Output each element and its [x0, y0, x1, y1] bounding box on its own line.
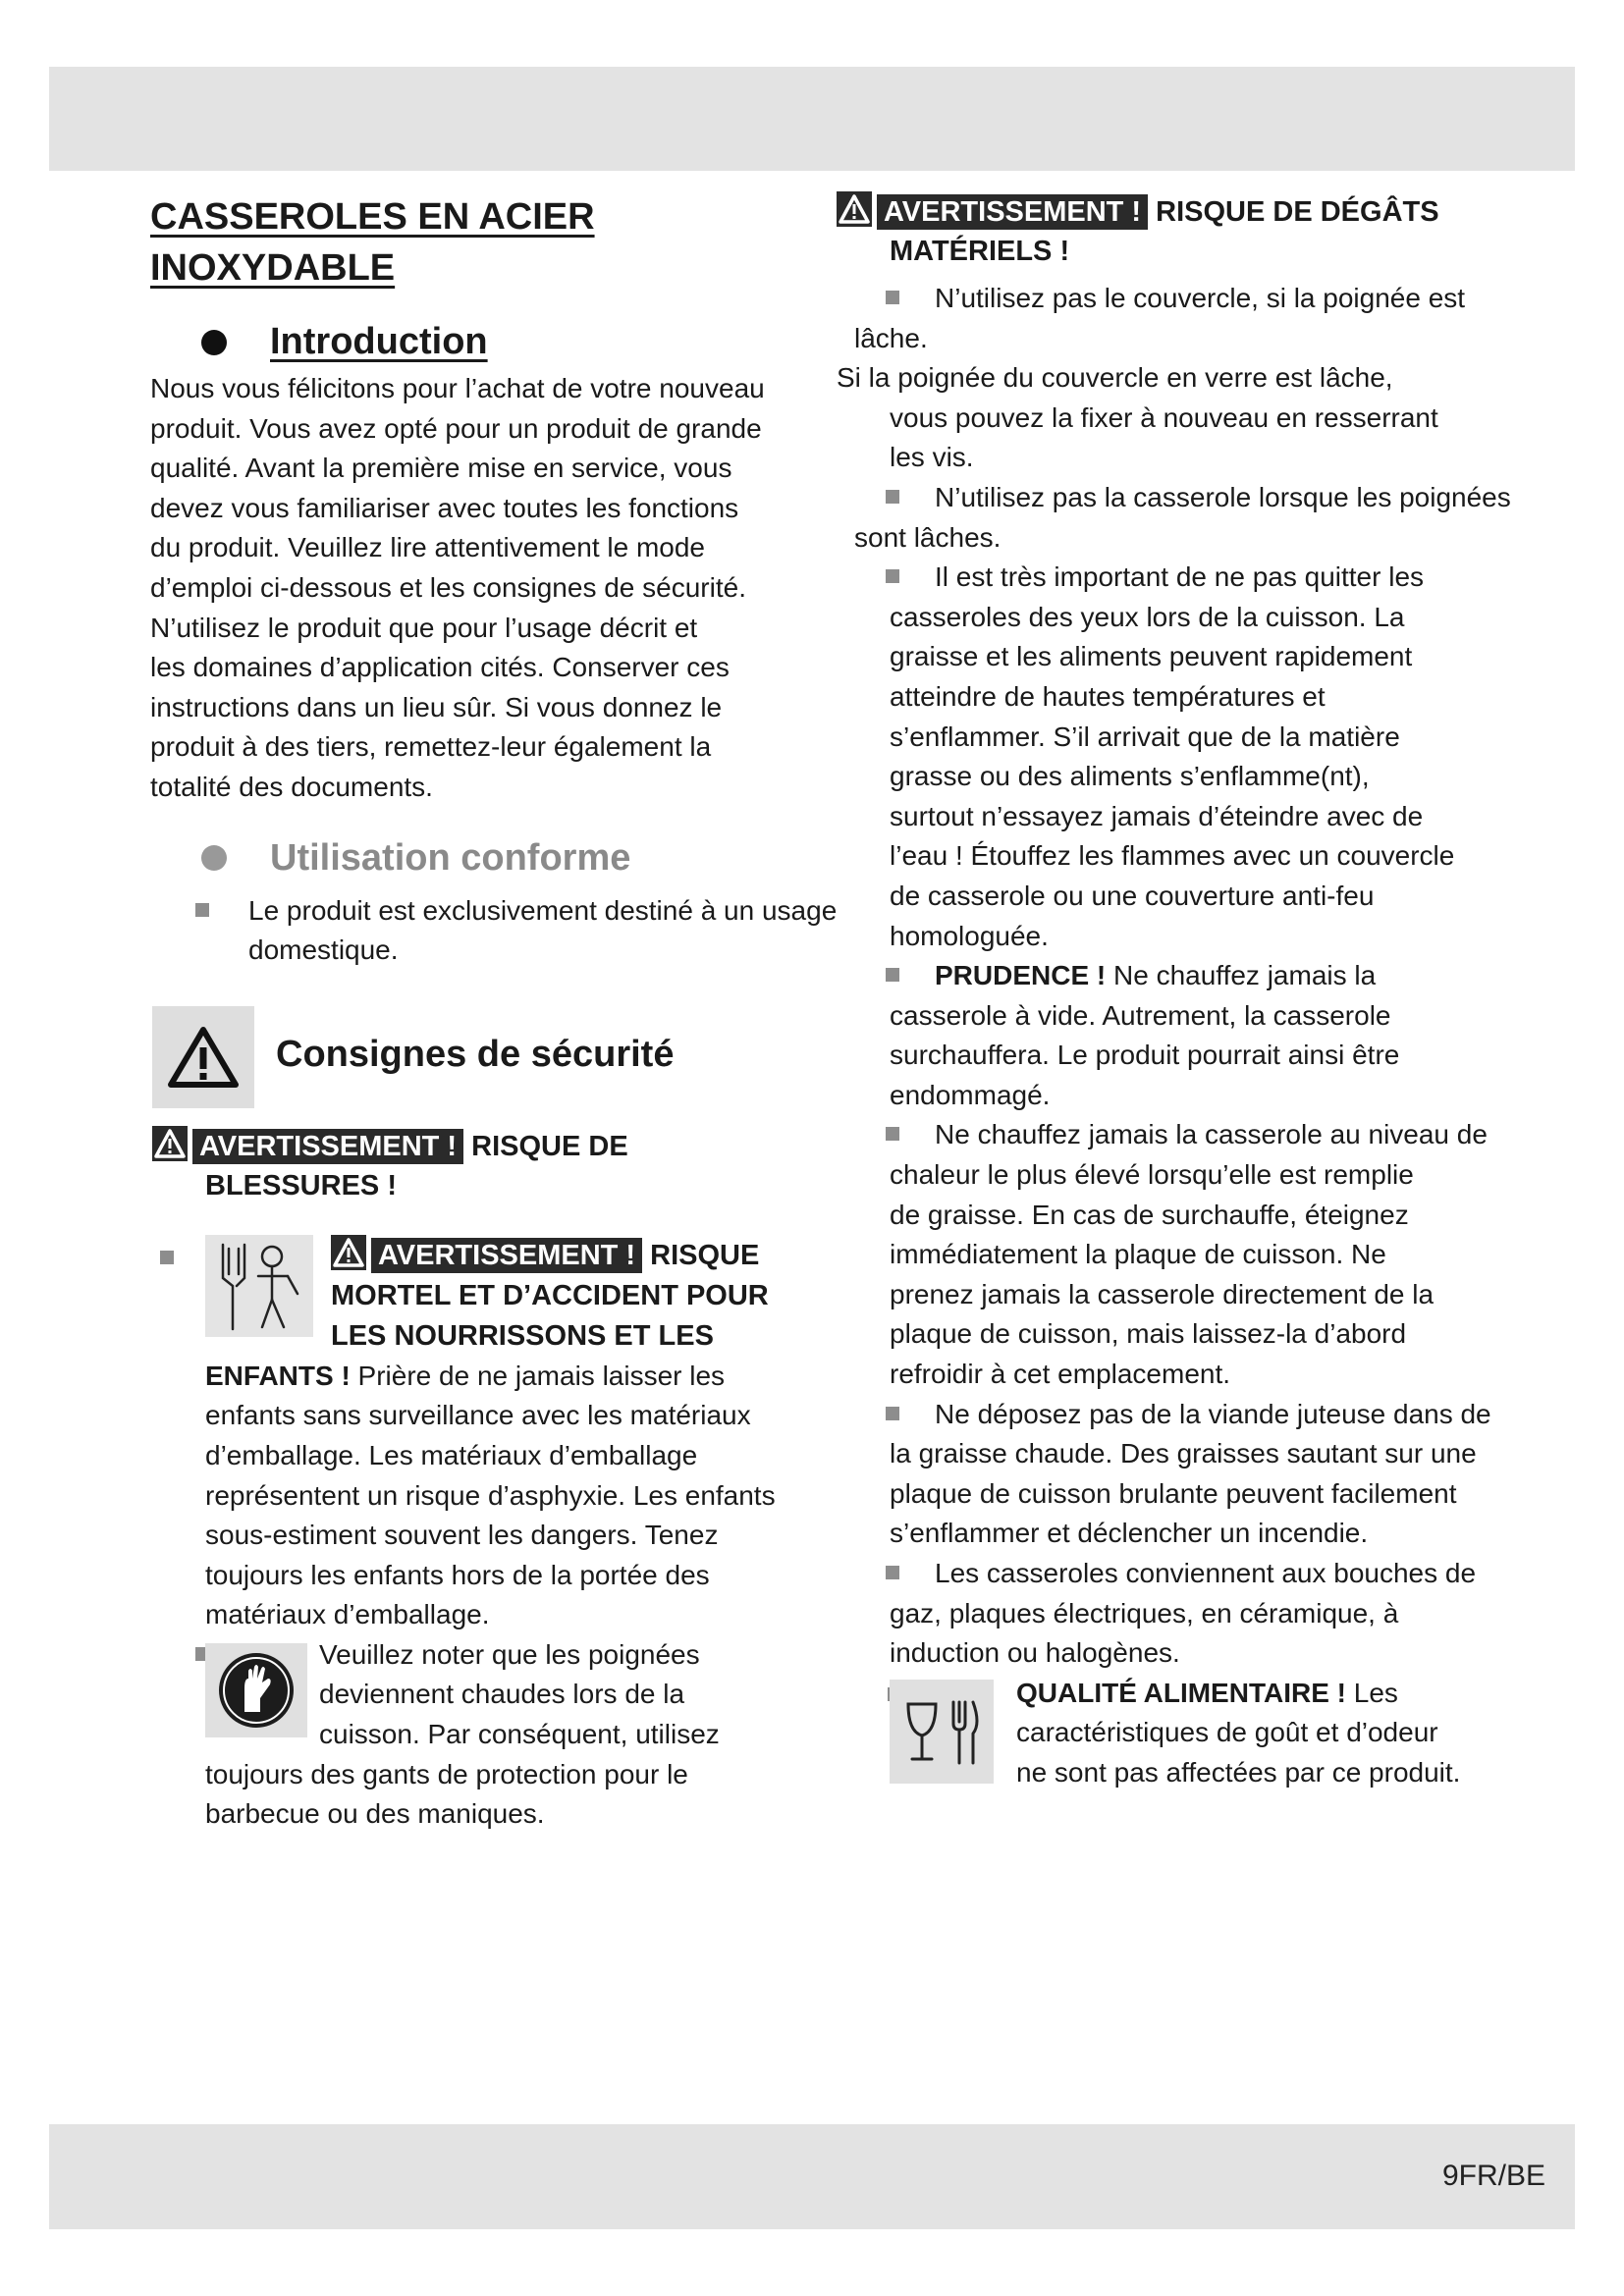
- safety-list-item-line: endommagé.: [890, 1079, 1051, 1110]
- food-quality-line: ne sont pas affectées par ce produit.: [1016, 1756, 1461, 1788]
- intro-line: produit. Vous avez opté pour un produit de grande: [150, 412, 762, 444]
- child-packaging-icon: [205, 1235, 313, 1337]
- safety-list-item-line: lâche.: [854, 322, 928, 353]
- safety-list-item-line: N’utilisez pas le couvercle, si la poignée est: [935, 283, 1466, 313]
- warning-children-line: enfants sans surveillance avec les matériaux: [205, 1400, 751, 1431]
- safety-list-item-line: induction ou halogènes.: [890, 1637, 1180, 1669]
- lid-note-line: Si la poignée du couvercle en verre est lâche,: [837, 362, 1393, 394]
- safety-list-item-line: plaque de cuisson, mais laissez-la d’abord: [890, 1318, 1407, 1350]
- intro-line: totalité des documents.: [150, 771, 433, 802]
- safety-heading: Consignes de sécurité: [276, 1033, 675, 1075]
- warning-children-paragraph: [205, 1396, 838, 1635]
- intro-line: qualité. Avant la première mise en service, vous: [150, 453, 732, 484]
- gloves-item: [150, 1635, 838, 1835]
- header-band: [49, 67, 1575, 171]
- square-bullet-icon: [886, 291, 899, 304]
- usage-line-2: domestique.: [248, 934, 399, 966]
- gloves-line: Veuillez noter que les poignées: [319, 1638, 700, 1670]
- warning-injury-text-2: BLESSURES !: [205, 1169, 397, 1201]
- warning-injury-text: RISQUE DE: [471, 1130, 628, 1162]
- left-column: [150, 191, 838, 1835]
- warning-injury: [150, 1126, 838, 1205]
- gloves-text: [205, 1755, 838, 1835]
- intro-paragraph: [150, 369, 838, 808]
- safety-list-item-line: plaque de cuisson brulante peuvent facilement: [890, 1477, 1457, 1509]
- gloves-line: cuisson. Par conséquent, utilisez: [319, 1719, 720, 1750]
- footer-band: [49, 2124, 1575, 2229]
- safety-list-item-line: refroidir à cet emplacement.: [890, 1359, 1231, 1390]
- safety-list-item-line: N’utilisez pas la casserole lorsque les poignées: [935, 481, 1511, 512]
- warning-badge-icon: [152, 1126, 188, 1161]
- food-quality-item: [844, 1674, 1522, 1793]
- food-safe-icon: [890, 1680, 994, 1784]
- intro-line: les domaines d’application cités. Conserver ces: [150, 652, 730, 683]
- square-bullet-icon: [886, 1566, 899, 1579]
- gloves-line: toujours des gants de protection pour le: [205, 1758, 688, 1789]
- safety-list-item: [837, 279, 1522, 478]
- safety-list-item-line: surchauffera. Le produit pourrait ainsi être: [890, 1040, 1400, 1071]
- usage-heading: Utilisation conforme: [270, 836, 631, 879]
- safety-list-item-line: l’eau ! Étouffez les flammes avec un couvercle: [890, 840, 1455, 872]
- safety-list-item-line: Ne chauffez jamais la casserole au niveau de: [935, 1119, 1488, 1150]
- food-quality-line: caractéristiques de goût et d’odeur: [1016, 1717, 1438, 1748]
- bullet-dot-icon: [201, 330, 227, 355]
- safety-list-item-line: PRUDENCE ! Ne chauffez jamais la: [935, 960, 1377, 991]
- usage-item: [193, 891, 838, 971]
- safety-list-item-line: la graisse chaude. Des graisses sautant sur une: [890, 1438, 1477, 1469]
- square-bullet-icon: [886, 1407, 899, 1420]
- warning-children-line: sous-estiment souvent les dangers. Tenez: [205, 1520, 719, 1551]
- safety-list-item-line: homologuée.: [890, 920, 1049, 951]
- gloves-line: deviennent chaudes lors de la: [319, 1679, 685, 1710]
- safety-list-item-line: immédiatement la plaque de cuisson. Ne: [890, 1239, 1386, 1270]
- lid-note-line: vous pouvez la fixer à nouveau en resserrant: [890, 401, 1438, 433]
- intro-line: instructions dans un lieu sûr. Si vous donnez le: [150, 691, 723, 722]
- safety-list-item-line: prenez jamais la casserole directement de la: [890, 1278, 1435, 1309]
- intro-line: devez vous familiariser avec toutes les fonctions: [150, 492, 739, 523]
- warning-label: AVERTISSEMENT !: [371, 1238, 642, 1273]
- bullet-dot-icon: [201, 845, 227, 871]
- safety-section-header: [150, 1006, 838, 1112]
- gloves-text-indented: [319, 1635, 838, 1755]
- warning-children-line: toujours les enfants hors de la portée des: [205, 1559, 710, 1590]
- food-quality-paragraph: [1016, 1713, 1522, 1792]
- safety-list-item-line: casserole à vide. Autrement, la casserole: [890, 999, 1391, 1031]
- square-bullet-icon: [886, 1127, 899, 1141]
- safety-list: [837, 279, 1522, 1674]
- intro-line: N’utilisez le produit que pour l’usage décrit et: [150, 612, 698, 643]
- safety-list-item-line: chaleur le plus élevé lorsqu’elle est remplie: [890, 1159, 1414, 1191]
- intro-section-header: [201, 321, 838, 363]
- safety-list-item-line: surtout n’essayez jamais d’éteindre avec de: [890, 800, 1424, 831]
- safety-list-item-line: de graisse. En cas de surchauffe, éteignez: [890, 1199, 1409, 1230]
- safety-list-item-line: Les casseroles conviennent aux bouches de: [935, 1558, 1477, 1588]
- safety-list-item: [844, 1395, 1522, 1554]
- safety-list-item-line: sont lâches.: [854, 521, 1001, 553]
- safety-list-item-line: s’enflammer et déclencher un incendie.: [890, 1518, 1369, 1549]
- safety-list-item: [844, 1554, 1522, 1674]
- safety-list-item-line: atteindre de hautes températures et: [890, 680, 1326, 712]
- warning-children-line: matériaux d’emballage.: [205, 1599, 490, 1630]
- warning-children-line: représentent un risque d’asphyxie. Les enfants: [205, 1479, 776, 1511]
- usage-section-header: [201, 837, 838, 880]
- usage-line-1: Le produit est exclusivement destiné à un usage: [248, 894, 838, 926]
- safety-list-item: [844, 1115, 1522, 1394]
- warning-children-text: ENFANTS ! Prière de ne jamais laisser les: [205, 1360, 726, 1391]
- square-bullet-icon: [160, 1251, 174, 1264]
- intro-line: du produit. Veuillez lire attentivement le mode: [150, 532, 705, 563]
- safety-list-item-line: grasse ou des aliments s’enflamme(nt),: [890, 761, 1370, 792]
- warning-triangle-icon: [152, 1006, 254, 1108]
- square-bullet-icon: [195, 903, 209, 917]
- intro-line: d’emploi ci-dessous et les consignes de sécurité.: [150, 571, 746, 603]
- gloves-mandatory-icon: [205, 1643, 307, 1737]
- safety-list-item-line: de casserole ou une couverture anti-feu: [890, 880, 1375, 911]
- warning-damage: AVERTISSEMENT ! RISQUE DE DÉGÂTS MATÉRIELS !: [844, 191, 1522, 271]
- warning-label: AVERTISSEMENT !: [192, 1129, 463, 1164]
- page-number: 9FR/BE: [1441, 2160, 1545, 2192]
- safety-list-item-line: Il est très important de ne pas quitter les: [935, 561, 1425, 593]
- warning-children-line: d’emballage. Les matériaux d’emballage: [205, 1439, 698, 1470]
- square-bullet-icon: [886, 968, 899, 982]
- warning-label: AVERTISSEMENT !: [877, 194, 1148, 230]
- safety-list-item-line: casseroles des yeux lors de la cuisson. La: [890, 601, 1405, 632]
- safety-list-item-line: gaz, plaques électriques, en céramique, à: [890, 1597, 1399, 1629]
- warning-badge-icon: [331, 1235, 366, 1270]
- safety-list-item-line: s’enflammer. S’il arrivait que de la matière: [890, 721, 1400, 752]
- square-bullet-icon: [886, 569, 899, 583]
- safety-list-item-line: graisse et les aliments peuvent rapidement: [890, 641, 1413, 672]
- safety-list-item: [844, 478, 1522, 558]
- safety-list-item-line: Ne déposez pas de la viande juteuse dans de: [935, 1398, 1491, 1429]
- intro-line: produit à des tiers, remettez-leur également la: [150, 731, 712, 763]
- intro-line: Nous vous félicitons pour l’achat de votre nouveau: [150, 373, 765, 403]
- page-title: CASSEROLES EN ACIER INOXYDABLE: [150, 196, 595, 289]
- lid-note-line: les vis.: [890, 442, 974, 473]
- gloves-line: barbecue ou des maniques.: [205, 1798, 545, 1830]
- square-bullet-icon: [886, 490, 899, 504]
- warning-children: AVERTISSEMENT ! RISQUE MORTEL ET D’ACCIDENT POUR LES NOURRISSONS ET LES ENFANTS ! Prière de ne jamais laisser les enfants sans surveillance avec les matériaux d’emballage. Les matériaux d’emballage représentent un risque d’asphyxie. Les enfants sous-estiment souvent les dangers. Tenez toujours les enfants hors de la portée des matériaux d’emballage.: [150, 1235, 838, 1635]
- right-column: [837, 191, 1522, 1793]
- warning-badge-icon: [837, 191, 872, 227]
- intro-heading: Introduction: [270, 321, 488, 362]
- safety-list-item: [844, 956, 1522, 1115]
- safety-list-item: [844, 558, 1522, 956]
- food-quality-text: QUALITÉ ALIMENTAIRE ! Les: [1016, 1677, 1398, 1708]
